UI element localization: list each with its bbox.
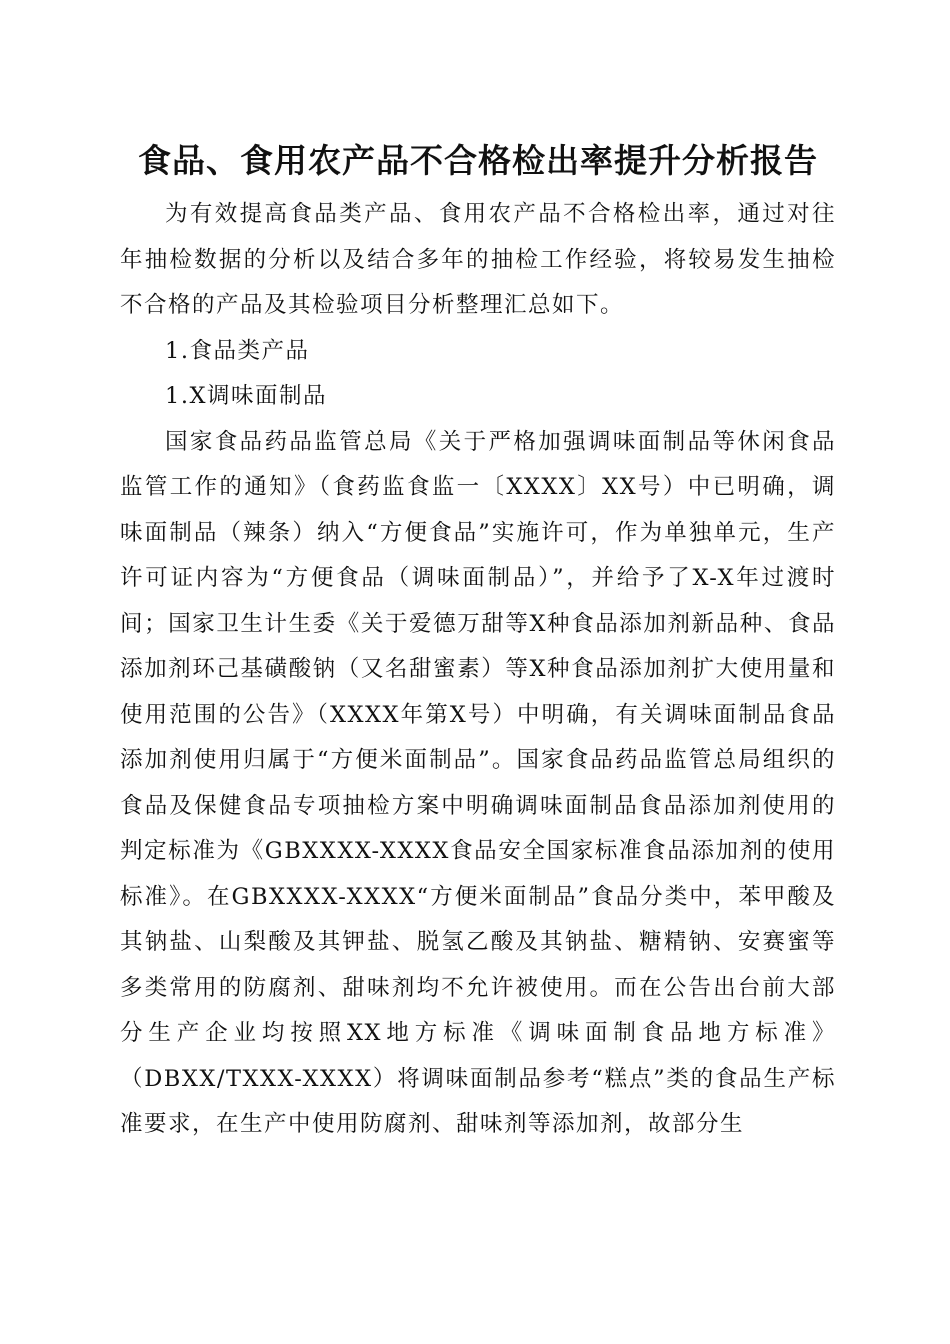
body-paragraph: 国家食品药品监管总局《关于严格加强调味面制品等休闲食品监管工作的通知》（食药监食监一〔XXXX〕XX号）中已明确，调味面制品（辣条）纳入“方便食品”实施许可，作为单独单元，生产许可证内容为“方便食品（调味面制品）”，并给予了X-X年过渡时间；国家卫生计生委《关于爱德万甜等X种食品添加剂新品种、食品添加剂环己基磺酸钠（又名甜蜜素）等X种食品添加剂扩大使用量和使用范围的公告》（XXXX年第X号）中明确，有关调味面制品食品添加剂使用归属于“方便米面制品”。国家食品药品监管总局组织的食品及保健食品专项抽检方案中明确调味面制品食品添加剂使用的判定标准为《GBXXXX-XXXX食品安全国家标准食品添加剂的使用标准》。在GBXXXX-XXXX“方便米面制品”食品分类中，苯甲酸及其钠盐、山梨酸及其钾盐、脱氢乙酸及其钠盐、糖精钠、安赛蜜等多类常用的防腐剂、甜味剂均不允许被使用。而在公告出台前大部分生产企业均按照XX地方标准《调味面制食品地方标准》（DBXX/TXXX-XXXX）将调味面制品参考“糕点”类的食品生产标准要求，在生产中使用防腐剂、甜味剂等添加剂，故部分生 xyxy=(120,428,836,1137)
document-page xyxy=(120,130,836,1148)
intro-paragraph: 为有效提高食品类产品、食用农产品不合格检出率，通过对往年抽检数据的分析以及结合多年的抽检工作经验，将较易发生抽检不合格的产品及其检验项目分析整理汇总如下。 xyxy=(120,201,836,318)
document-title: 食品、食用农产品不合格检出率提升分析报告 xyxy=(138,141,818,180)
subsection-heading: 1.X调味面制品 xyxy=(165,383,327,409)
section-heading: 1.食品类产品 xyxy=(165,337,310,364)
